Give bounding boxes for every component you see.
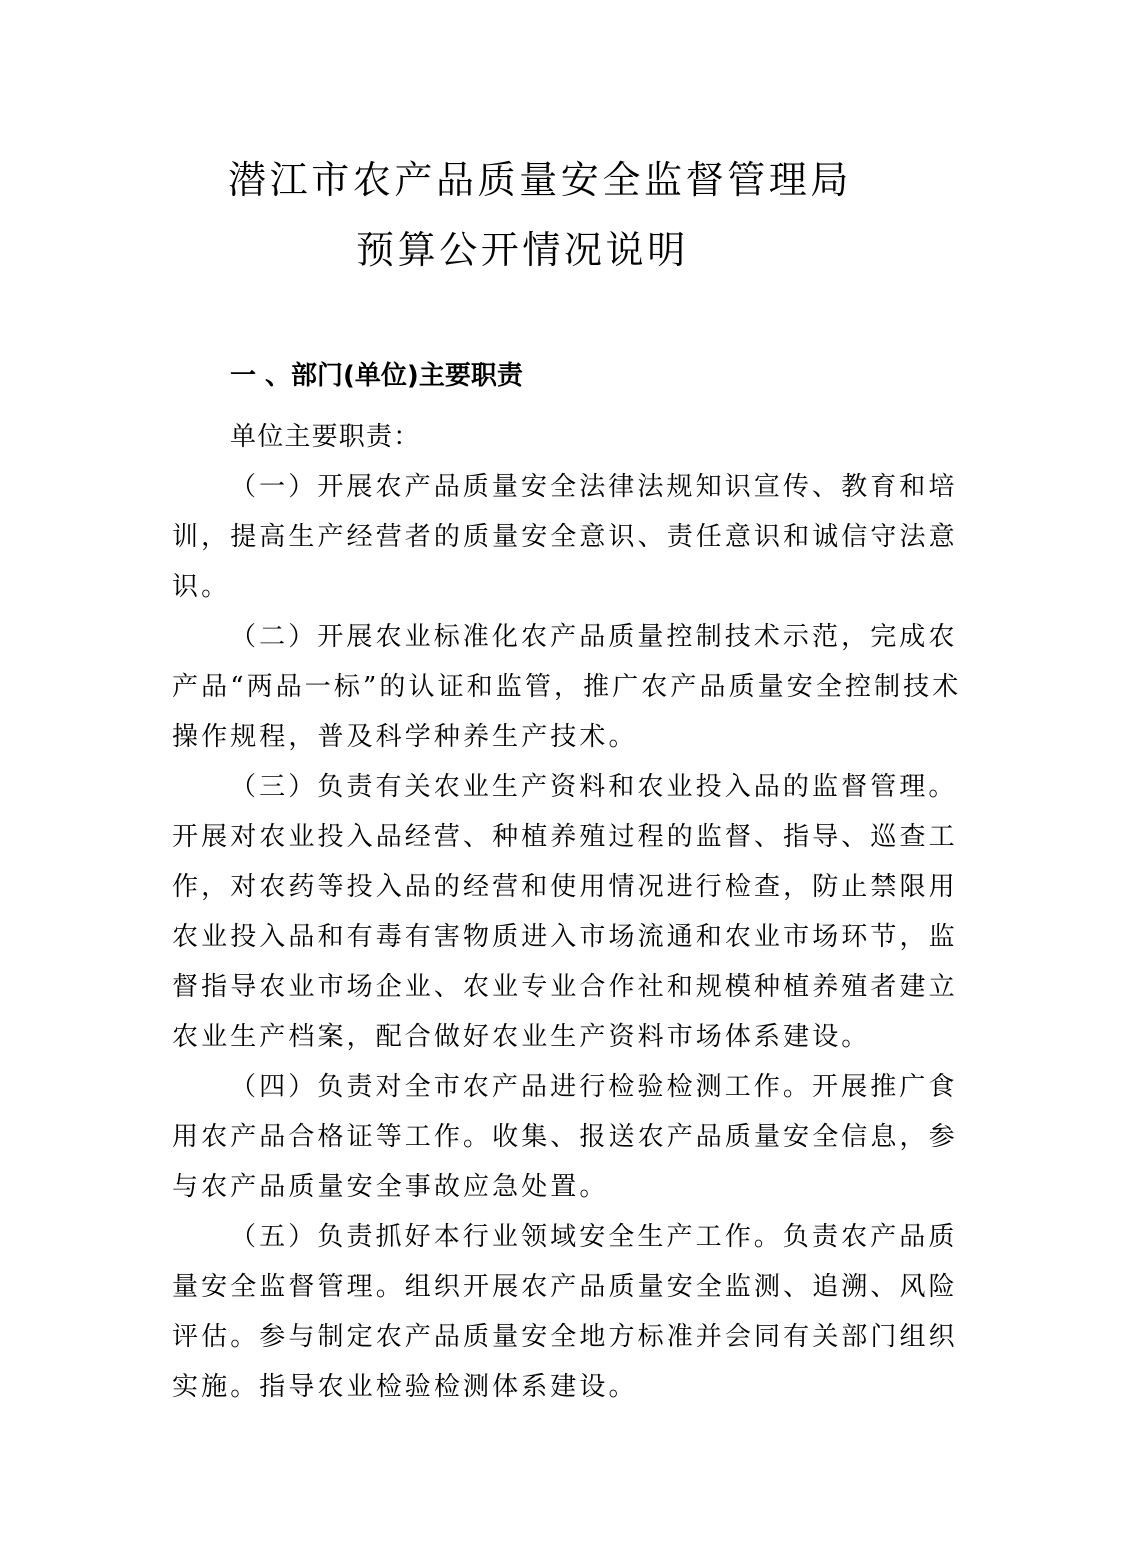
document-title-line-1: 潜江市农产品质量安全监督管理局 [228,158,853,202]
duty-item-1: （一）开展农产品质量安全法律法规知识宣传、教育和培训，提高生产经营者的质量安全意识、责任意识和诚信守法意识。 [172,472,958,602]
section-heading-main-duties: 一 、部门(单位)主要职责 [230,361,523,391]
section-body [172,412,962,1412]
document-title-line-2: 预算公开情况说明 [356,228,689,272]
duty-item-2: （二）开展农业标准化农产品质量控制技术示范，完成农产品“两品一标”的认证和监管，推广农产品质量安全控制技术操作规程，普及科学种养生产技术。 [172,622,962,752]
duties-intro: 单位主要职责： [230,422,421,452]
duty-item-3: （三）负责有关农业生产资料和农业投入品的监督管理。开展对农业投入品经营、种植养殖过程的监督、指导、巡查工作，对农药等投入品的经营和使用情况进行检查，防止禁限用农业投入品和有毒有害物质进入市场流通和农业市场环节，监督指导农业市场企业、农业专业合作社和规模种植养殖者建立农业生产档案，配合做好农业生产资料市场体系建设。 [172,772,958,1052]
duty-item-5: （五）负责抓好本行业领域安全生产工作。负责农产品质量安全监督管理。组织开展农产品质量安全监测、追溯、风险评估。参与制定农产品质量安全地方标准并会同有关部门组织实施。指导农业检验检测体系建设。 [172,1222,958,1402]
duty-item-4: （四）负责对全市农产品进行检验检测工作。开展推广食用农产品合格证等工作。收集、报送农产品质量安全信息，参与农产品质量安全事故应急处置。 [172,1072,958,1202]
